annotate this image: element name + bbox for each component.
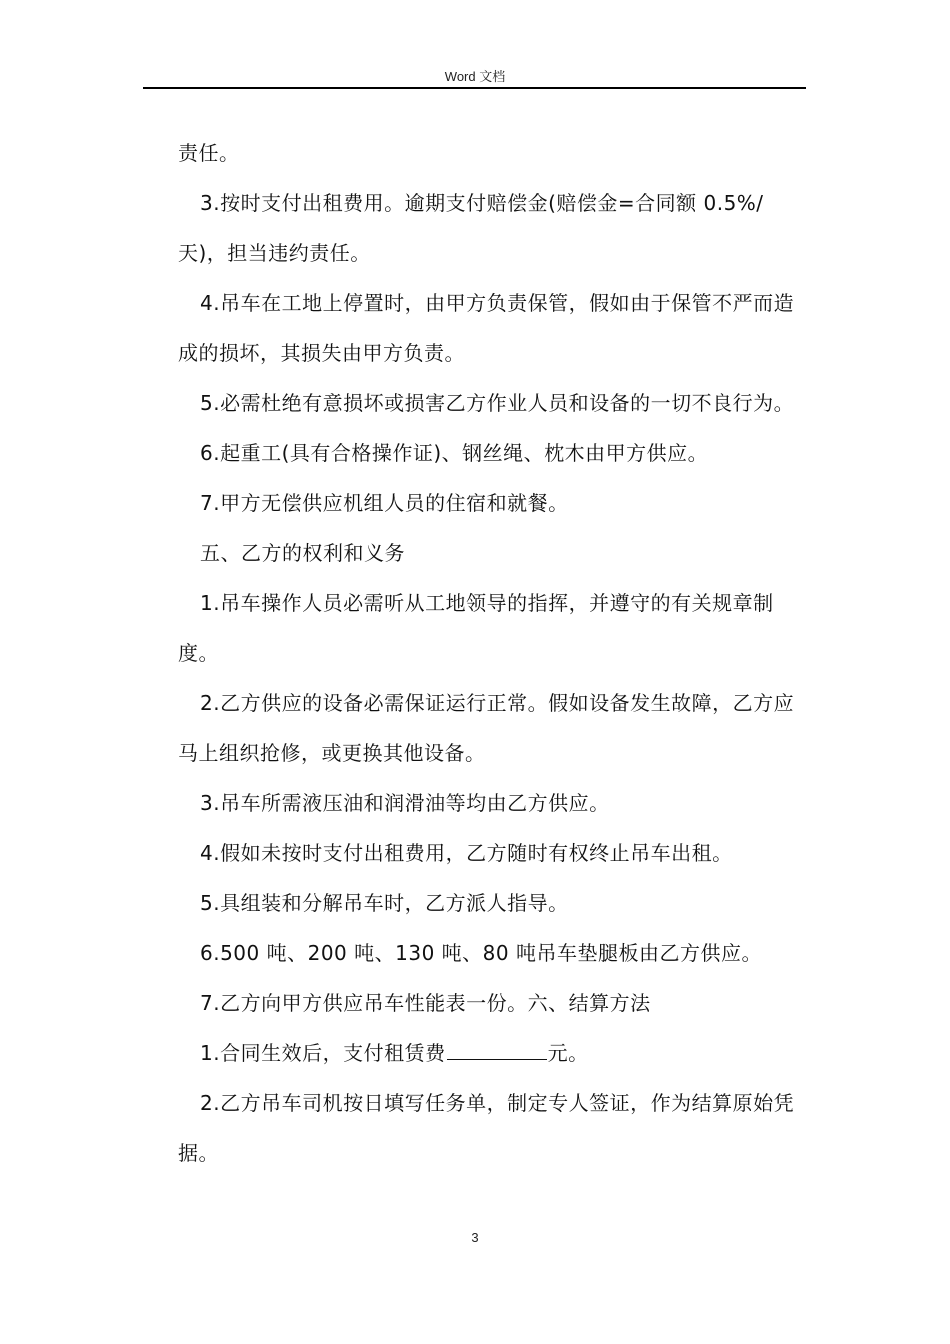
paragraph: 3.吊车所需液压油和润滑油等均由乙方供应。 bbox=[200, 791, 610, 815]
paragraph: 3.按时支付出租费用。逾期支付赔偿金(赔偿金=合同额 0.5%/天)，担当违约责任。 bbox=[178, 191, 764, 265]
paragraph: 4.吊车在工地上停置时，由甲方负责保管，假如由于保管不严而造成的损坏，其损失由甲方负责。 bbox=[178, 291, 795, 365]
paragraph: 2.乙方吊车司机按日填写任务单，制定专人签证，作为结算原始凭据。 bbox=[178, 1091, 795, 1165]
paragraph: 6.起重工(具有合格操作证)、钢丝绳、枕木由甲方供应。 bbox=[200, 441, 709, 465]
paragraph: 7.乙方向甲方供应吊车性能表一份。六、结算方法 bbox=[200, 991, 651, 1015]
paragraph: 5.具组装和分解吊车时，乙方派人指导。 bbox=[200, 891, 569, 915]
section-heading: 五、乙方的权利和义务 bbox=[200, 541, 405, 565]
page-number: 3 bbox=[471, 1230, 479, 1245]
paragraph: 责任。 bbox=[178, 141, 240, 165]
fill-in-blank bbox=[447, 1037, 547, 1060]
paragraph: 6.500 吨、200 吨、130 吨、80 吨吊车垫腿板由乙方供应。 bbox=[200, 941, 762, 965]
paragraph bbox=[178, 1028, 796, 1078]
paragraph: 1.吊车操作人员必需听从工地领导的指挥，并遵守的有关规章制度。 bbox=[178, 591, 774, 665]
page-header: Word 文档 bbox=[444, 69, 506, 84]
paragraph-text: 1.合同生效后，支付租赁费 bbox=[200, 1041, 446, 1065]
paragraph: 4.假如未按时支付出租费用，乙方随时有权终止吊车出租。 bbox=[200, 841, 733, 865]
header-divider bbox=[143, 87, 806, 89]
paragraph: 5.必需杜绝有意损坏或损害乙方作业人员和设备的一切不良行为。 bbox=[200, 391, 795, 415]
paragraph-text: 元。 bbox=[547, 1041, 589, 1065]
document-body bbox=[178, 128, 796, 1178]
paragraph: 2.乙方供应的设备必需保证运行正常。假如设备发生故障，乙方应马上组织抢修，或更换其他设备。 bbox=[178, 691, 795, 765]
paragraph: 7.甲方无偿供应机组人员的住宿和就餐。 bbox=[200, 491, 569, 515]
